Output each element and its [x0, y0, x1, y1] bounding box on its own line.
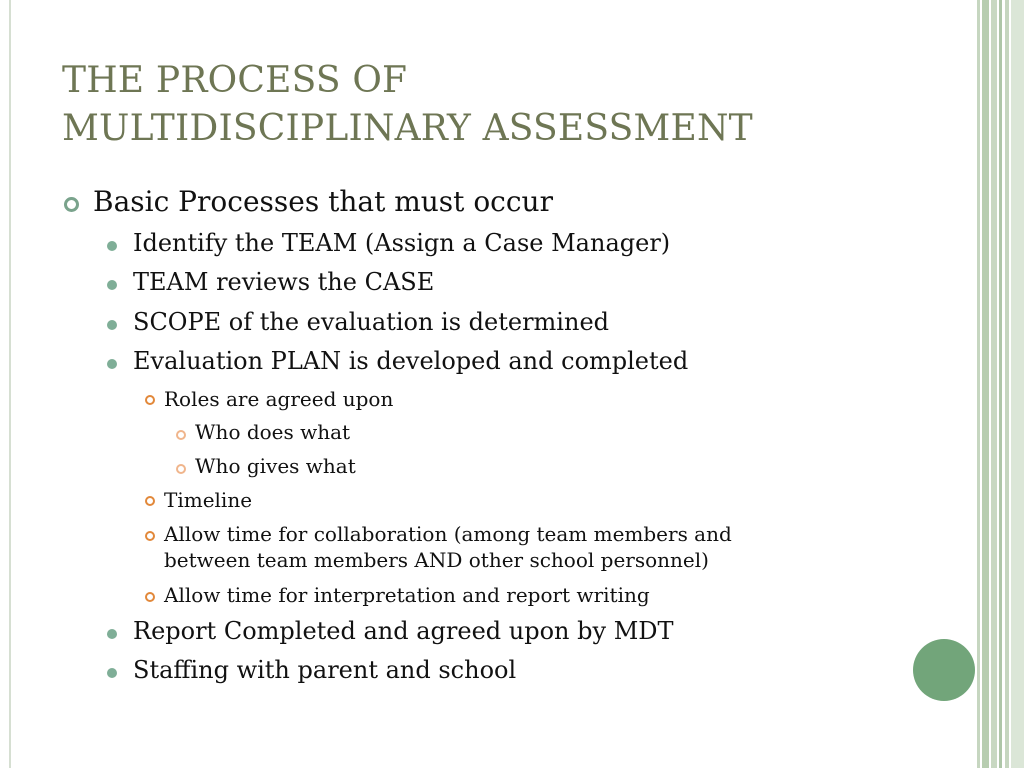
- item-text: Report Completed and agreed upon by MDT: [133, 617, 674, 645]
- dot-bullet-icon: [107, 359, 117, 369]
- item-text: Evaluation PLAN is developed and completed: [133, 347, 689, 375]
- dot-bullet-icon: [107, 668, 117, 678]
- heading-text: Basic Processes that must occur: [93, 185, 553, 218]
- dot-bullet-icon: [107, 320, 117, 330]
- item-text: Identify the TEAM (Assign a Case Manager): [133, 229, 671, 257]
- stripe: [999, 0, 1002, 768]
- sub-item-text-line-1: Allow time for collaboration (among team members and: [164, 522, 732, 546]
- stripe: [1011, 0, 1024, 768]
- stripe: [991, 0, 997, 768]
- stripe: [977, 0, 980, 768]
- sub-sub-item-text: Who does what: [195, 420, 351, 444]
- ring-bullet-icon: [64, 197, 79, 212]
- item-text: Staffing with parent and school: [133, 656, 517, 684]
- sub-item-text: Roles are agreed upon: [164, 387, 394, 411]
- title-line-1: THE PROCESS OF: [62, 60, 408, 101]
- item-text: TEAM reviews the CASE: [133, 268, 435, 296]
- ring-bullet-icon: [176, 464, 186, 474]
- sub-item-text-line-2: between team members AND other school personnel): [164, 548, 709, 572]
- right-decorative-stripes: [977, 0, 1024, 768]
- dot-bullet-icon: [107, 241, 117, 251]
- ring-bullet-icon: [176, 430, 186, 440]
- ring-bullet-icon: [145, 395, 155, 405]
- sub-item-text: Allow time for interpretation and report writing: [164, 583, 650, 607]
- title-line-2: MULTIDISCIPLINARY ASSESSMENT: [62, 108, 753, 149]
- ring-bullet-icon: [145, 496, 155, 506]
- item-text: SCOPE of the evaluation is determined: [133, 308, 610, 336]
- sub-item-text: Timeline: [164, 488, 253, 512]
- sub-sub-item-text: Who gives what: [195, 454, 356, 478]
- dot-bullet-icon: [107, 280, 117, 290]
- stripe: [982, 0, 989, 768]
- ring-bullet-icon: [145, 592, 155, 602]
- dot-bullet-icon: [107, 629, 117, 639]
- ring-bullet-icon: [145, 531, 155, 541]
- stripe: [1005, 0, 1009, 768]
